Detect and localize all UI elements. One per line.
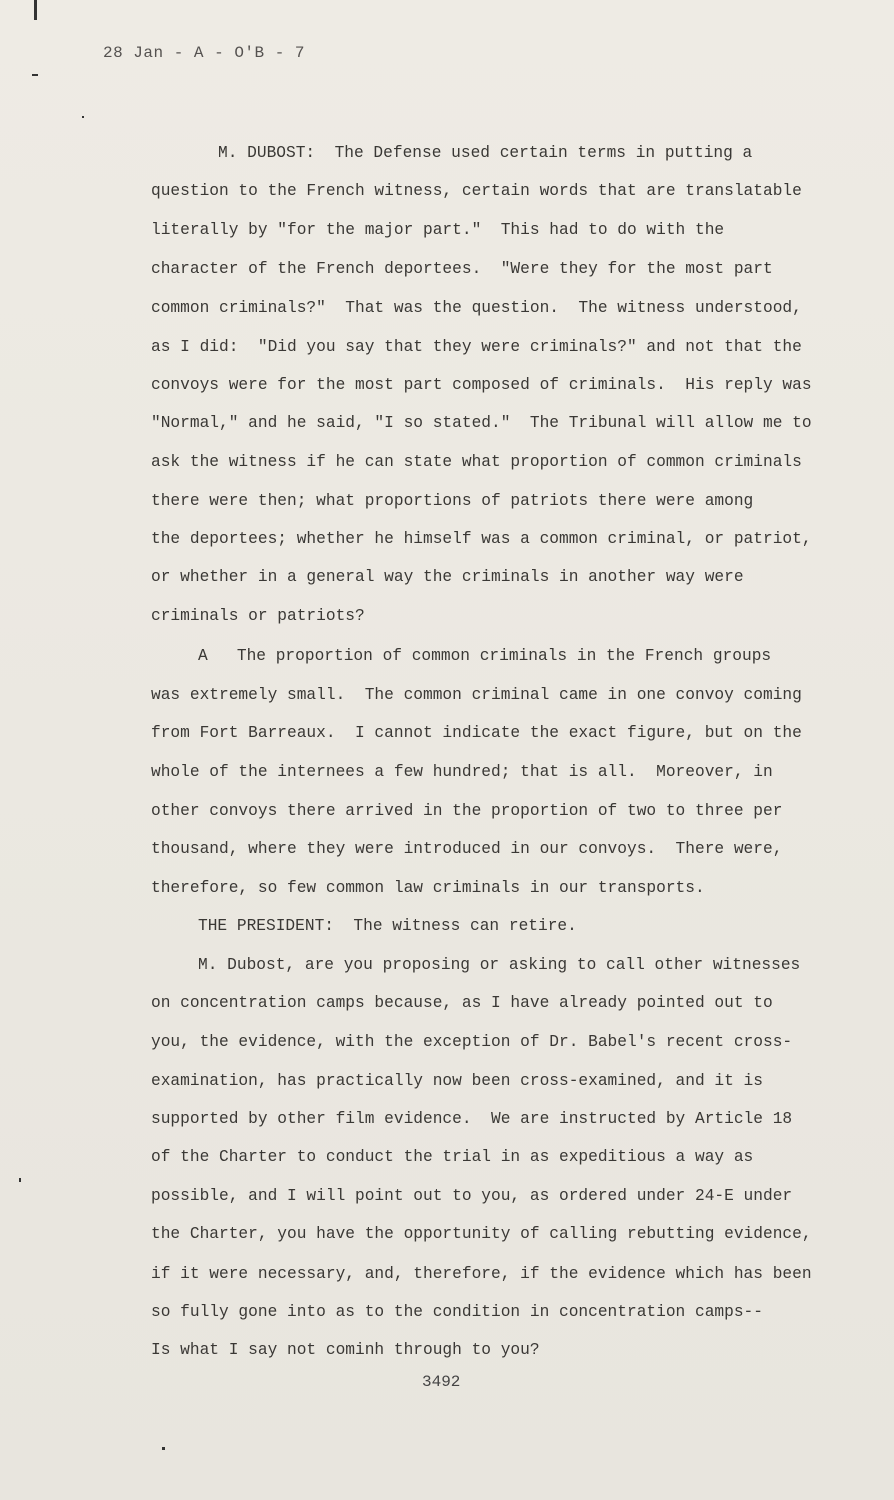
body-line: convoys were for the most part composed of criminals. His reply was [151,376,812,394]
body-line: character of the French deportees. "Were they for the most part [151,260,773,278]
body-line: as I did: "Did you say that they were criminals?" and not that the [151,338,802,356]
body-line: criminals or patriots? [151,607,365,625]
margin-mark [162,1447,165,1450]
body-line: was extremely small. The common criminal came in one convoy coming [151,686,802,704]
body-line: on concentration camps because, as I have already pointed out to [151,994,773,1012]
body-line: question to the French witness, certain words that are translatable [151,182,802,200]
body-line: M. DUBOST: The Defense used certain terms in putting a [218,144,753,162]
body-line: the Charter, you have the opportunity of calling rebutting evidence, [151,1225,812,1243]
body-line: THE PRESIDENT: The witness can retire. [198,917,577,935]
body-line: "Normal," and he said, "I so stated." The Tribunal will allow me to [151,414,812,432]
body-line: A The proportion of common criminals in the French groups [198,647,772,665]
body-line: common criminals?" That was the question. The witness understood, [151,299,802,317]
margin-mark [32,74,38,76]
body-line: if it were necessary, and, therefore, if the evidence which has been [151,1265,812,1283]
body-line: therefore, so few common law criminals in our transports. [151,879,705,897]
margin-mark [34,0,37,20]
body-line: the deportees; whether he himself was a common criminal, or patriot, [151,530,812,548]
page-number: 3492 [422,1373,461,1391]
body-line: other convoys there arrived in the proportion of two to three per [151,802,783,820]
margin-mark [19,1178,21,1182]
body-line: thousand, where they were introduced in our convoys. There were, [151,840,783,858]
body-line: supported by other film evidence. We are instructed by Article 18 [151,1110,793,1128]
body-line: Is what I say not cominh through to you? [151,1341,540,1359]
margin-mark [82,116,84,118]
body-line: possible, and I will point out to you, as ordered under 24-E under [151,1187,793,1205]
body-line: ask the witness if he can state what proportion of common criminals [151,453,802,471]
body-line: you, the evidence, with the exception of Dr. Babel's recent cross- [151,1033,793,1051]
page-header-reference: 28 Jan - A - O'B - 7 [103,44,306,62]
body-line: from Fort Barreaux. I cannot indicate the exact figure, but on the [151,724,802,742]
body-line: of the Charter to conduct the trial in as expeditious a way as [151,1148,754,1166]
body-line: examination, has practically now been cross-examined, and it is [151,1072,763,1090]
body-line: there were then; what proportions of patriots there were among [151,492,754,510]
body-line: so fully gone into as to the condition in concentration camps-- [151,1303,763,1321]
body-line: whole of the internees a few hundred; that is all. Moreover, in [151,763,773,781]
body-line: or whether in a general way the criminals in another way were [151,568,744,586]
body-line: literally by "for the major part." This had to do with the [151,221,725,239]
body-line: M. Dubost, are you proposing or asking to call other witnesses [198,956,801,974]
